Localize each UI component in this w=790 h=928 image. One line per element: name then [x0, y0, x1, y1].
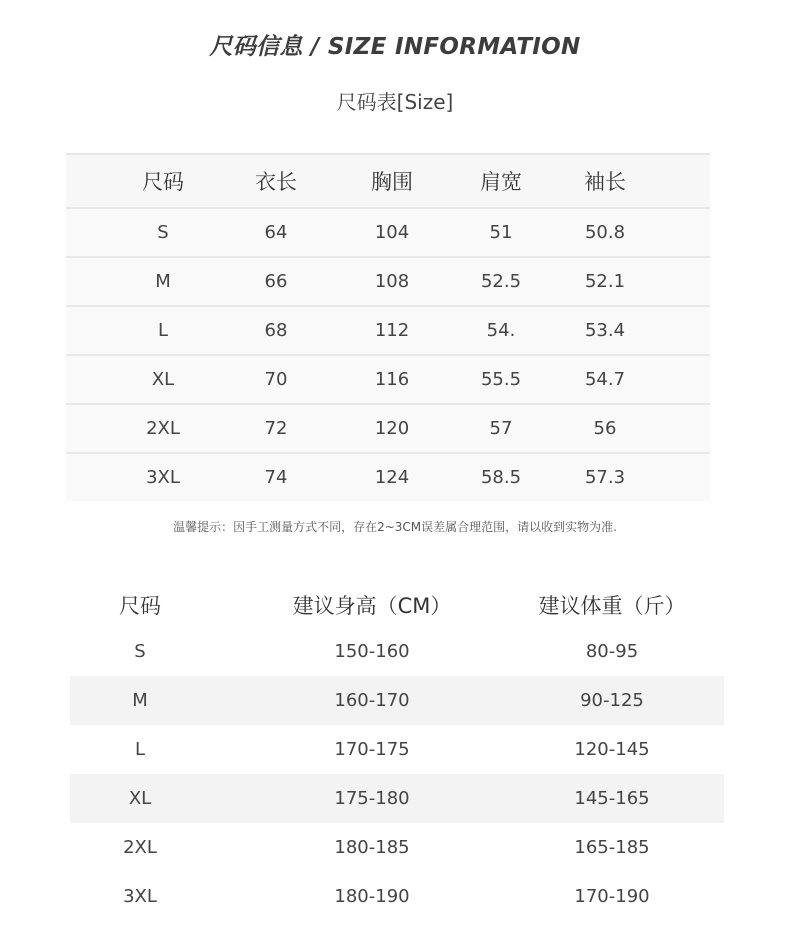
cell-shoulder: 58.5: [480, 467, 522, 488]
cell-chest: 112: [374, 320, 410, 341]
table-row: [66, 405, 710, 454]
cell-size: S: [157, 222, 169, 243]
cell-length: 66: [264, 271, 288, 292]
cell-size: L: [157, 320, 169, 341]
cell-chest: 124: [374, 467, 410, 488]
header-size: 尺码: [142, 170, 184, 194]
recommend-table: [70, 582, 724, 921]
cell-length: 68: [264, 320, 288, 341]
size-table-title: 尺码表[Size]: [336, 90, 454, 114]
cell-weight: 80-95: [585, 641, 639, 662]
cell-length: 72: [264, 418, 288, 439]
table-row: [66, 307, 710, 356]
cell-size: XL: [128, 788, 152, 809]
table-row: [70, 627, 724, 676]
header-height: 建议身高（CM）: [292, 593, 452, 618]
table-row: [66, 356, 710, 405]
header-sleeve: 袖长: [584, 170, 626, 194]
cell-chest: 104: [374, 222, 410, 243]
cell-height: 170-175: [334, 739, 410, 760]
cell-weight: 170-190: [574, 886, 650, 907]
cell-sleeve: 54.7: [584, 369, 626, 390]
cell-shoulder: 52.5: [480, 271, 522, 292]
cell-sleeve: 52.1: [584, 271, 626, 292]
table-row: [70, 823, 724, 872]
cell-size: 3XL: [146, 467, 180, 488]
header-shoulder: 肩宽: [480, 170, 522, 194]
cell-height: 180-185: [334, 837, 410, 858]
table-row: [70, 872, 724, 921]
cell-size: S: [134, 641, 146, 662]
cell-size: L: [134, 739, 146, 760]
cell-chest: 108: [374, 271, 410, 292]
table-row: [66, 454, 710, 501]
table-row: [66, 209, 710, 258]
cell-shoulder: 54.: [486, 320, 516, 341]
recommend-table-header: [70, 582, 724, 627]
measurement-note: 温馨提示：因手工测量方式不同，存在2~3CM误差属合理范围，请以收到实物为准.: [173, 520, 617, 534]
cell-height: 160-170: [334, 690, 410, 711]
cell-sleeve: 57.3: [584, 467, 626, 488]
cell-height: 150-160: [334, 641, 410, 662]
size-table: [66, 153, 710, 501]
table-row: [70, 774, 724, 823]
cell-length: 74: [264, 467, 288, 488]
cell-height: 180-190: [334, 886, 410, 907]
cell-size: M: [155, 271, 171, 292]
cell-weight: 90-125: [580, 690, 644, 711]
cell-sleeve: 56: [593, 418, 617, 439]
cell-sleeve: 50.8: [584, 222, 626, 243]
cell-size: 2XL: [123, 837, 157, 858]
cell-weight: 165-185: [574, 837, 650, 858]
cell-size: 2XL: [146, 418, 180, 439]
cell-shoulder: 55.5: [480, 369, 522, 390]
table-row: [66, 258, 710, 307]
cell-length: 70: [264, 369, 288, 390]
cell-chest: 120: [374, 418, 410, 439]
header-chest: 胸围: [371, 170, 413, 194]
cell-height: 175-180: [334, 788, 410, 809]
size-table-header: [66, 155, 710, 209]
cell-chest: 116: [374, 369, 410, 390]
cell-weight: 120-145: [574, 739, 650, 760]
header-length: 衣长: [255, 170, 297, 194]
cell-size: 3XL: [123, 886, 157, 907]
table-row: [70, 725, 724, 774]
cell-length: 64: [264, 222, 288, 243]
cell-size: M: [132, 690, 148, 711]
header-weight: 建议体重（斤）: [538, 593, 686, 618]
cell-sleeve: 53.4: [584, 320, 626, 341]
page-title: 尺码信息 / SIZE INFORMATION: [209, 34, 581, 60]
cell-shoulder: 57: [489, 418, 513, 439]
table-row: [70, 676, 724, 725]
cell-size: XL: [151, 369, 175, 390]
header-size: 尺码: [119, 593, 161, 618]
cell-shoulder: 51: [489, 222, 513, 243]
cell-weight: 145-165: [574, 788, 650, 809]
